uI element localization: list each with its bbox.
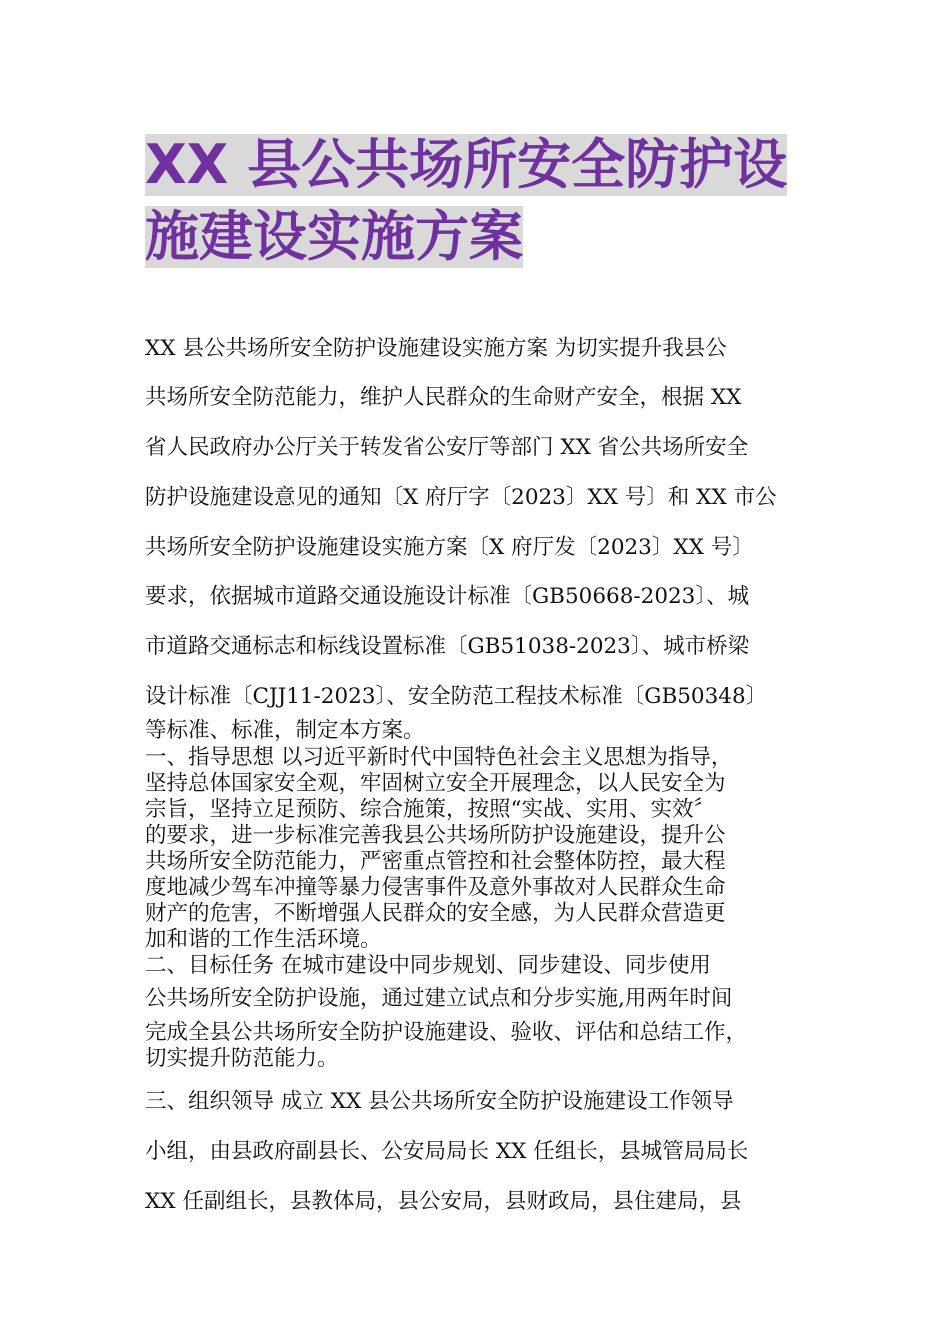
document-title-line-1: XX 县公共场所安全防护设	[145, 133, 788, 196]
body-line: 的要求，进一步标准完善我县公共场所防护设施建设，提升公	[145, 823, 726, 848]
body-line: 度地减少驾车冲撞等暴力侵害事件及意外事故对人民群众生命	[145, 875, 726, 900]
body-line: 等标准、标准，制定本方案。	[145, 718, 425, 743]
body-line: 共场所安全防护设施建设实施方案〔X 府厅发〔2023〕XX 号〕	[145, 535, 754, 560]
body-line: 完成全县公共场所安全防护设施建设、验收、评估和总结工作，	[145, 1020, 748, 1045]
body-line: 坚持总体国家安全观，牢固树立安全开展理念，以人民安全为	[145, 771, 726, 796]
body-line: 省人民政府办公厅关于转发省公安厅等部门 XX 省公共场所安全	[145, 435, 749, 460]
body-line: 公共场所安全防护设施，通过建立试点和分步实施,用两年时间	[145, 986, 733, 1011]
body-line: 市道路交通标志和标线设置标准〔GB51038-2023〕、城市桥梁	[145, 634, 750, 659]
body-line: 二、目标任务 在城市建设中同步规划、同步建设、同步使用	[145, 953, 711, 978]
body-line: XX 县公共场所安全防护设施建设实施方案 为切实提升我县公	[145, 336, 727, 361]
body-line: 共场所安全防范能力，严密重点管控和社会整体防控，最大程	[145, 849, 726, 874]
body-line: 小组，由县政府副县长、公安局局长 XX 任组长，县城管局局长	[145, 1139, 749, 1164]
document-title-line-2: 施建设实施方案	[145, 205, 523, 268]
body-line: 财产的危害，不断增强人民群众的安全感，为人民群众营造更	[145, 901, 726, 926]
body-line: 共场所安全防范能力，维护人民群众的生命财产安全，根据 XX	[145, 385, 742, 410]
body-line: 加和谐的工作生活环境。	[145, 927, 382, 952]
body-line: 设计标准〔CJJ11-2023〕、安全防范工程技术标准〔GB50348〕	[145, 684, 768, 709]
body-line: XX 任副组长，县教体局，县公安局，县财政局，县住建局，县	[145, 1189, 742, 1214]
body-line: 一、指导思想 以习近平新时代中国特色社会主义思想为指导，	[145, 745, 733, 770]
body-line: 宗旨，坚持立足预防、综合施策，按照“实战、实用、实效〞	[145, 797, 715, 822]
body-line: 要求，依据城市道路交通设施设计标准〔GB50668-2023〕、城	[145, 584, 750, 609]
body-line: 切实提升防范能力。	[145, 1046, 339, 1071]
body-line: 防护设施建设意见的通知〔X 府厅字〔2023〕XX 号〕和 XX 市公	[145, 485, 777, 510]
body-line: 三、组织领导 成立 XX 县公共场所安全防护设施建设工作领导	[145, 1089, 734, 1114]
